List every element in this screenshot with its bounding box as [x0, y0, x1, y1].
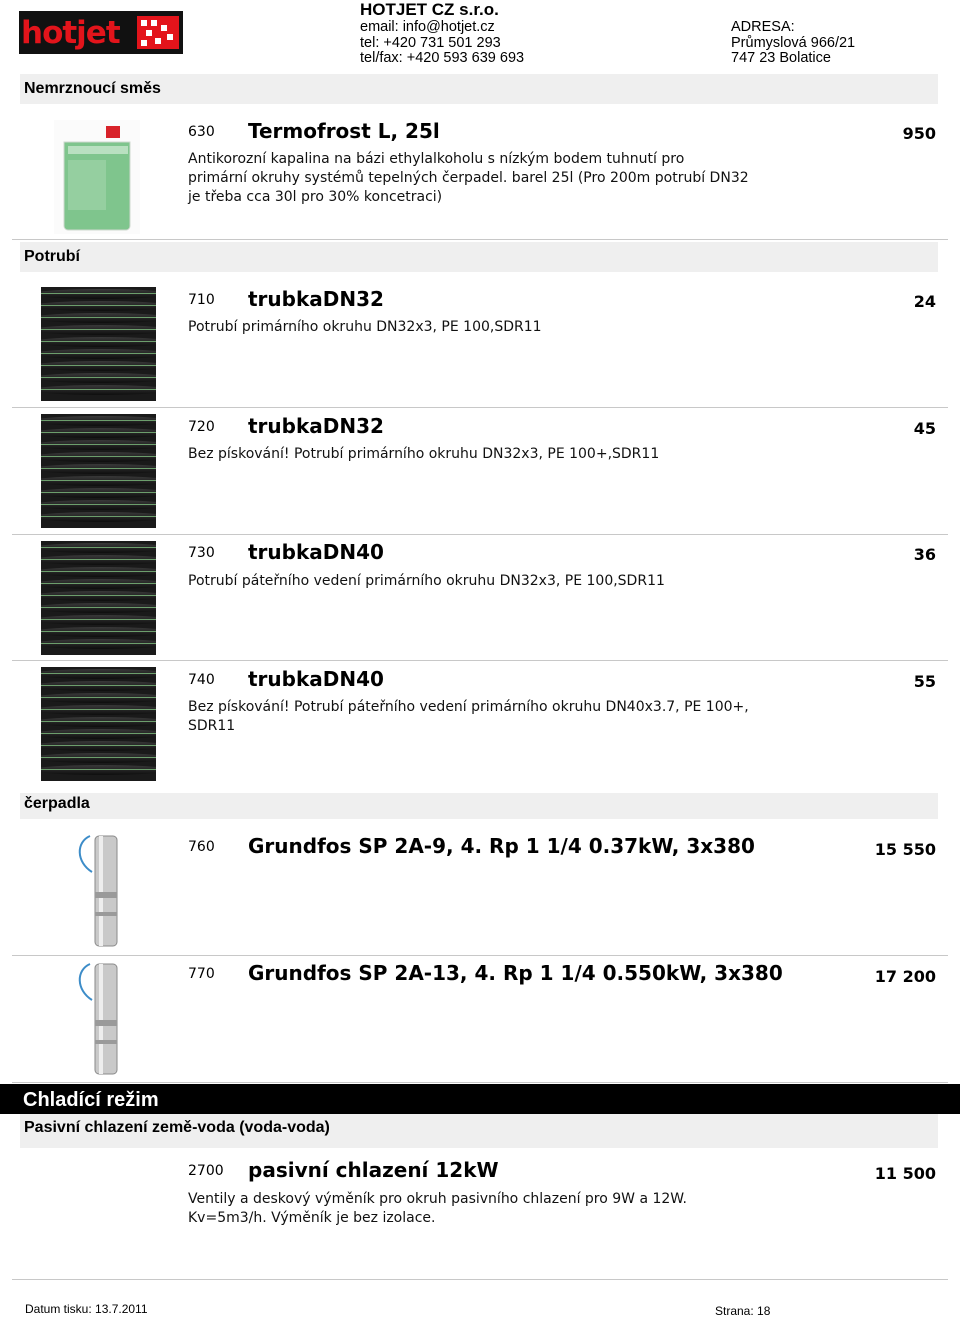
row-separator [12, 955, 948, 956]
submersible-pump-image [70, 960, 130, 1078]
product-price: 45 [913, 419, 936, 438]
section-header-cooling-mode: Chladící režim [0, 1084, 960, 1114]
product-price: 17 200 [874, 967, 936, 986]
address-city: 747 23 Bolatice [731, 50, 831, 66]
page-number: Strana: 18 [715, 1304, 771, 1318]
row-separator [12, 1082, 948, 1083]
product-name: trubkaDN32 [248, 414, 384, 438]
product-code: 730 [188, 545, 215, 561]
hotjet-logo [19, 11, 183, 54]
product-code: 740 [188, 672, 215, 688]
product-name: Termofrost L, 25l [248, 119, 440, 143]
product-name: trubkaDN40 [248, 667, 384, 691]
section-header-antifreeze: Nemrznoucí směs [20, 74, 938, 104]
product-code: 770 [188, 966, 215, 982]
company-name: HOTJET CZ s.r.o. [360, 0, 499, 19]
footer-separator [12, 1279, 948, 1280]
product-name: trubkaDN32 [248, 287, 384, 311]
product-price: 55 [913, 672, 936, 691]
product-description: Bez pískování! Potrubí páteřního vedení primárního okruhu DN40x3.7, PE 100+, SDR11 [188, 699, 749, 734]
product-description: Potrubí primárního okruhu DN32x3, PE 100,SDR11 [188, 319, 542, 335]
product-description: Potrubí páteřního vedení primárního okruhu DN32x3, PE 100,SDR11 [188, 573, 665, 589]
section-header-pumps: čerpadla [20, 789, 938, 819]
product-description: Antikorozní kapalina na bázi ethylalkoholu s nízkým bodem tuhnutí pro primární okruhy systémů tepelných čerpadel. barel 25l (Pro 200m potrubí DN32 je třeba cca 30l pro 30% koncetraci) [188, 151, 749, 205]
section-header-passive-cooling: Pasivní chlazení země-voda (voda-voda) [20, 1114, 938, 1148]
product-description: Bez pískování! Potrubí primárního okruhu DN32x3, PE 100+,SDR11 [188, 446, 660, 462]
logo-text: hotjet [21, 15, 120, 51]
row-separator [12, 660, 948, 661]
contact-telfax: tel/fax: +420 593 639 693 [360, 50, 525, 66]
pipe-coil-image [41, 414, 156, 528]
logo-flag-icon [137, 16, 179, 49]
product-name: trubkaDN40 [248, 540, 384, 564]
contact-tel: tel: +420 731 501 293 [360, 35, 501, 51]
row-separator [12, 534, 948, 535]
product-price: 11 500 [874, 1164, 936, 1183]
product-code: 2700 [188, 1163, 224, 1179]
section-header-pipes: Potrubí [20, 242, 938, 272]
pipe-coil-image [41, 667, 156, 781]
address-street: Průmyslová 966/21 [731, 35, 856, 51]
row-separator [12, 239, 948, 240]
address-label: ADRESA: [731, 19, 795, 35]
pipe-coil-image [41, 541, 156, 655]
product-code: 630 [188, 124, 215, 140]
canister-image [54, 120, 140, 234]
print-date: Datum tisku: 13.7.2011 [25, 1302, 148, 1316]
product-code: 710 [188, 292, 215, 308]
submersible-pump-image [70, 832, 130, 950]
product-name: Grundfos SP 2A-9, 4. Rp 1 1/4 0.37kW, 3x380 [248, 834, 755, 858]
product-description: Ventily a deskový výměník pro okruh pasivního chlazení pro 9W a 12W. Kv=5m3/h. Výměník je bez izolace. [188, 1191, 687, 1226]
product-price: 36 [913, 545, 936, 564]
product-code: 720 [188, 419, 215, 435]
pipe-coil-image [41, 287, 156, 401]
product-name: pasivní chlazení 12kW [248, 1158, 499, 1182]
product-code: 760 [188, 839, 215, 855]
product-name: Grundfos SP 2A-13, 4. Rp 1 1/4 0.550kW, 3x380 [248, 961, 783, 985]
product-price: 24 [913, 292, 936, 311]
product-price: 950 [902, 124, 936, 143]
product-price: 15 550 [874, 840, 936, 859]
contact-email: email: info@hotjet.cz [360, 19, 495, 35]
row-separator [12, 407, 948, 408]
